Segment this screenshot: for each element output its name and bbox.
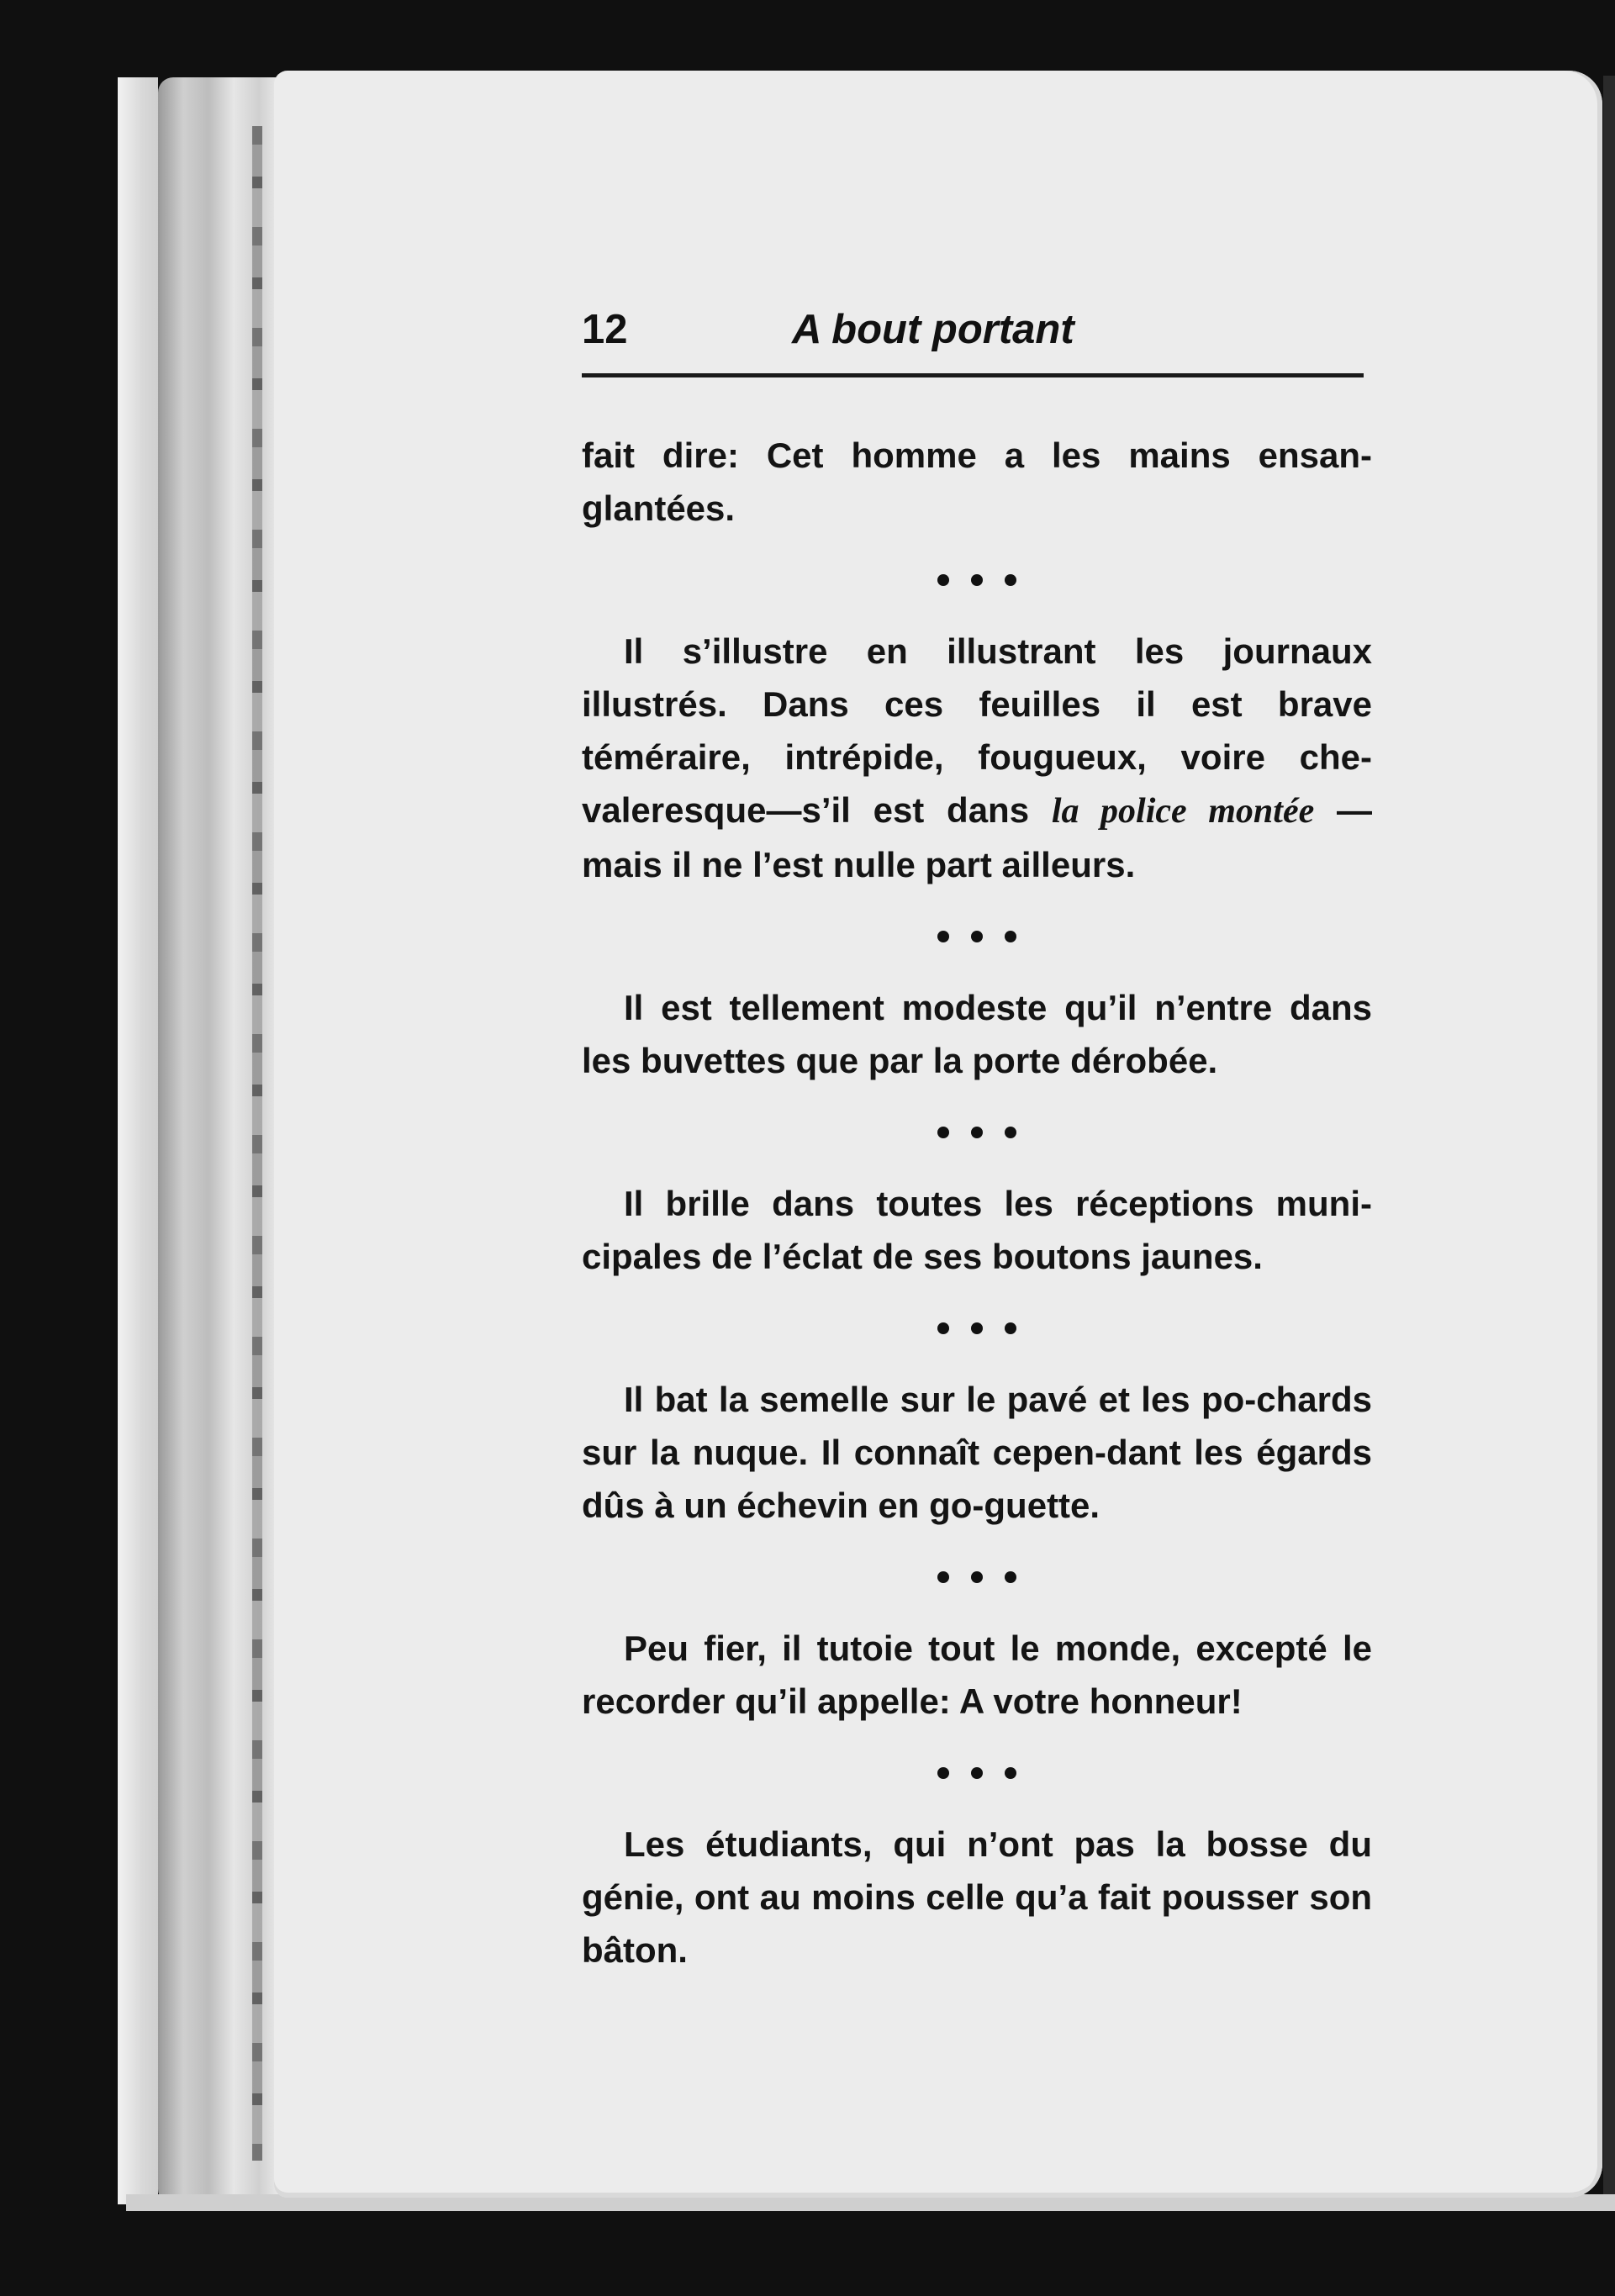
running-title: A bout portant: [792, 307, 1074, 352]
separator-dot: [971, 1127, 983, 1138]
body-text: [582, 429, 1372, 1977]
paragraph-2-text-start: Il s’illustre en illustrant les journaux illustrés. Dans ces feuilles il est brave téméraire, intrépide, fougueux, voire che-valeresque—s’il est dans: [582, 631, 1372, 830]
separator-dot: [1005, 931, 1016, 942]
page-text-block: [582, 303, 1372, 1970]
section-separator: [582, 1301, 1372, 1354]
separator-dot: [971, 1322, 983, 1334]
paragraph-5: Il bat la semelle sur le pavé et les po-chards sur la nuque. Il connaît cepen-dant les égards dûs à un échevin en go-guette.: [582, 1380, 1372, 1525]
separator-dot: [971, 574, 983, 586]
paragraph-2-italic: la police montée: [1051, 792, 1315, 831]
section-separator: [582, 1106, 1372, 1159]
separator-dot: [937, 1322, 949, 1334]
section-separator: [582, 1550, 1372, 1603]
book-spine: [158, 77, 284, 2204]
section-separator: [582, 910, 1372, 963]
separator-dot: [1005, 574, 1016, 586]
paragraph-6: Peu fier, il tutoie tout le monde, excepté le recorder qu’il appelle: A votre honneur!: [582, 1628, 1372, 1721]
running-head: [582, 303, 1372, 362]
separator-dot: [971, 1571, 983, 1583]
page-number: 12: [582, 307, 628, 352]
spine-binding: [252, 126, 262, 2161]
section-separator: [582, 1746, 1372, 1799]
separator-dot: [937, 1127, 949, 1138]
separator-dot: [1005, 1322, 1016, 1334]
header-rule: [582, 373, 1364, 377]
scanner-left-strip: [118, 77, 158, 2204]
paragraph-2: [582, 625, 1372, 891]
separator-dot: [1005, 1127, 1016, 1138]
separator-dot: [937, 931, 949, 942]
separator-dot: [937, 574, 949, 586]
paragraph-4: Il brille dans toutes les réceptions muni-cipales de l’éclat de ses boutons jaunes.: [582, 1184, 1372, 1276]
separator-dot: [937, 1571, 949, 1583]
paragraph-2-text-end: —mais il ne l’est nulle part ailleurs.: [582, 790, 1372, 884]
paragraph-1: fait dire: Cet homme a les mains ensan-glantées.: [582, 435, 1372, 528]
paragraph-3: Il est tellement modeste qu’il n’entre dans les buvettes que par la porte dérobée.: [582, 988, 1372, 1080]
separator-dot: [971, 1767, 983, 1779]
section-separator: [582, 553, 1372, 606]
separator-dot: [1005, 1571, 1016, 1583]
paragraph-7: Les étudiants, qui n’ont pas la bosse du génie, ont au moins celle qu’a fait pousser son bâton.: [582, 1824, 1372, 1970]
separator-dot: [971, 931, 983, 942]
scanner-right-edge: [1603, 76, 1615, 2194]
separator-dot: [937, 1767, 949, 1779]
separator-dot: [1005, 1767, 1016, 1779]
